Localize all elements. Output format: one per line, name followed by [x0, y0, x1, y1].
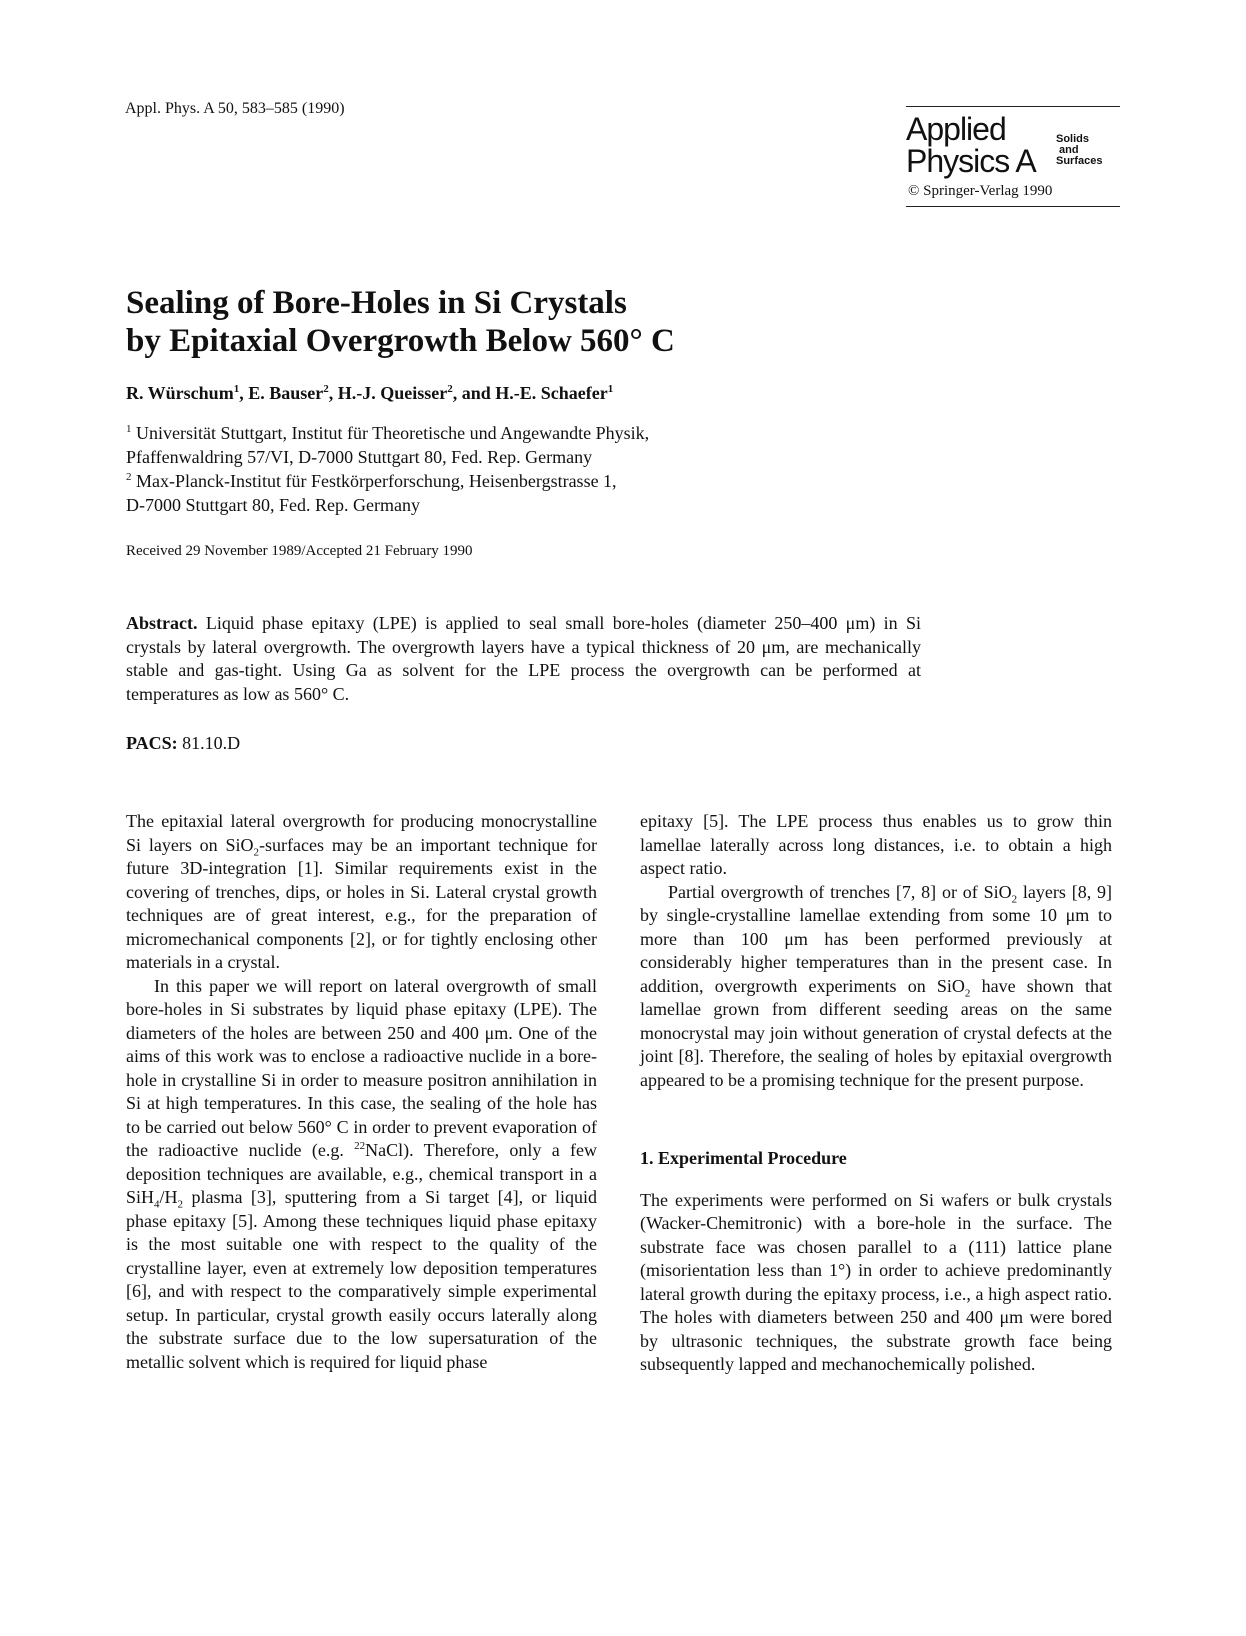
pacs-value: 81.10.D — [182, 733, 241, 753]
section-heading: 1. Experimental Procedure — [640, 1148, 847, 1168]
affiliation-line: D-7000 Stuttgart 80, Fed. Rep. Germany — [126, 495, 420, 515]
author-affil-mark: 2 — [447, 383, 453, 395]
abstract-text: Liquid phase epitaxy (LPE) is applied to seal small bore-holes (diameter 250–400 μm) in Si crystals by lateral overgrowth. The overgrowth layers have a typical thickness of 20 μm, are mechanically stable and gas-tight. Using Ga as solvent for the LPE process the overgrowth can be performed at temperatures as low as 560° C. — [126, 613, 922, 704]
journal-logo-box — [906, 106, 1120, 207]
body-paragraph: epitaxy [5]. The LPE process thus enables us to grow thin lamellae laterally across long distances, i.e. to obtain a high aspect ratio. — [640, 811, 1112, 878]
author-list — [126, 383, 613, 404]
body-paragraph: The epitaxial lateral overgrowth for producing monocrystalline Si layers on SiO$_2$-surfaces may be an important technique for future 3D-integration [1]. Similar requirements exist in the covering of trenches, dips, or holes in Si. Lateral crystal growth techniques are of great interest, e.g., for the preparation of micromechanical components [2], or for tightly enclosing other materials in a crystal. — [126, 811, 597, 972]
body-column-right — [640, 810, 1112, 1377]
abstract — [126, 612, 921, 706]
author-affil-mark: 2 — [323, 383, 329, 395]
logo-tag-surfaces: Surfaces — [1056, 155, 1103, 167]
affiliations — [126, 421, 649, 517]
author-affil-mark: 1 — [233, 383, 240, 395]
author-separator: , — [239, 383, 249, 403]
journal-citation: Appl. Phys. A 50, 583–585 (1990) — [125, 100, 345, 117]
logo-bottom-rule — [906, 206, 1120, 207]
affiliation-line: $^1$ Universität Stuttgart, Institut für Theoretische und Angewandte Physik, — [126, 423, 650, 443]
title-line: by Epitaxial Overgrowth Below 560° C — [126, 323, 675, 359]
logo-top-rule — [906, 106, 1120, 107]
logo-word-applied: Applied — [906, 111, 1006, 147]
author-separator: , — [328, 383, 338, 403]
affiliation-line: $^2$ Max-Planck-Institut für Festkörperforschung, Heisenbergstrasse 1, — [126, 471, 617, 491]
received-date: Received 29 November 1989/Accepted 21 February 1990 — [126, 543, 473, 559]
logo-word-physics-a: Physics A — [906, 143, 1036, 179]
body-paragraph: The experiments were performed on Si wafers or bulk crystals (Wacker-Chemitronic) with a bore-hole in the surface. The substrate face was chosen parallel to a (111) lattice plane (misorientation less than 1°) in order to achieve predominantly lateral growth during the epitaxy process, i.e., a high aspect ratio. The holes with diameters between 250 and 400 μm were bored by ultrasonic techniques, the substrate growth face being subsequently lapped and mechanochemically polished. — [640, 1189, 1112, 1374]
affiliation-line: Pfaffenwaldring 57/VI, D-7000 Stuttgart 80, Fed. Rep. Germany — [126, 447, 593, 467]
body-paragraph: Partial overgrowth of trenches [7, 8] or of SiO$_2$ layers [8, 9] by single-crystalline lamellae extending from some 10 μm to more than 100 μm has been performed previously at considerably higher temperatures than in the present case. In addition, overgrowth experiments on SiO$_2$ have shown that lamellae grown from different seeding areas on the same monocrystal may join without generation of crystal defects at the joint [8]. Therefore, the sealing of holes by epitaxial overgrowth appeared to be a promising technique for the present purpose. — [640, 881, 1112, 1090]
author-name: R. Würschum — [126, 383, 234, 403]
logo-tag-solids: Solids — [1056, 133, 1090, 145]
affiliation-number: 2 — [126, 471, 132, 483]
journal-logo — [906, 111, 1120, 179]
abstract-label: Abstract. — [126, 613, 198, 633]
author-name: E. Bauser — [248, 383, 324, 403]
logo-tag-and: and — [1059, 144, 1079, 156]
copyright-notice: © Springer-Verlag 1990 — [908, 183, 1053, 199]
author-affil-mark: 1 — [607, 383, 614, 395]
pacs-label: PACS: — [126, 733, 178, 753]
paper-title — [126, 284, 675, 360]
author-name: H.-E. Schaefer — [495, 383, 608, 403]
body-paragraph: In this paper we will report on lateral overgrowth of small bore-holes in Si substrates by liquid phase epitaxy (LPE). The diameters of the holes are between 250 and 400 μm. One of the aims of this work was to enclose a radioactive nuclide in a bore-hole in crystalline Si in order to measure positron annihilation in Si at high temperatures. In this case, the sealing of the hole has to be carried out below 560° C in order to prevent evaporation of the radioactive nuclide (e.g. $^{22}$NaCl). Therefore, only a few deposition techniques are available, e.g., chemical transport in a $SiH_4/H_2$ plasma [3], sputtering from a Si target [4], or liquid phase epitaxy [5]. Among these techniques liquid phase epitaxy is the most suitable one with respect to the quality of the crystalline layer, even at extremely low deposition temperatures [6], and with respect to the comparatively simple experimental setup. In particular, crystal growth easily occurs laterally along the substrate surface due to the low supersaturation of the metallic solvent which is required for liquid phase — [126, 975, 597, 1372]
author-separator: , and — [452, 383, 496, 403]
author-name: H.-J. Queisser — [337, 383, 448, 403]
body-column-left — [126, 810, 597, 1374]
pacs-codes — [126, 733, 240, 754]
title-line: Sealing of Bore-Holes in Si Crystals — [126, 285, 627, 321]
affiliation-number: 1 — [126, 423, 132, 435]
